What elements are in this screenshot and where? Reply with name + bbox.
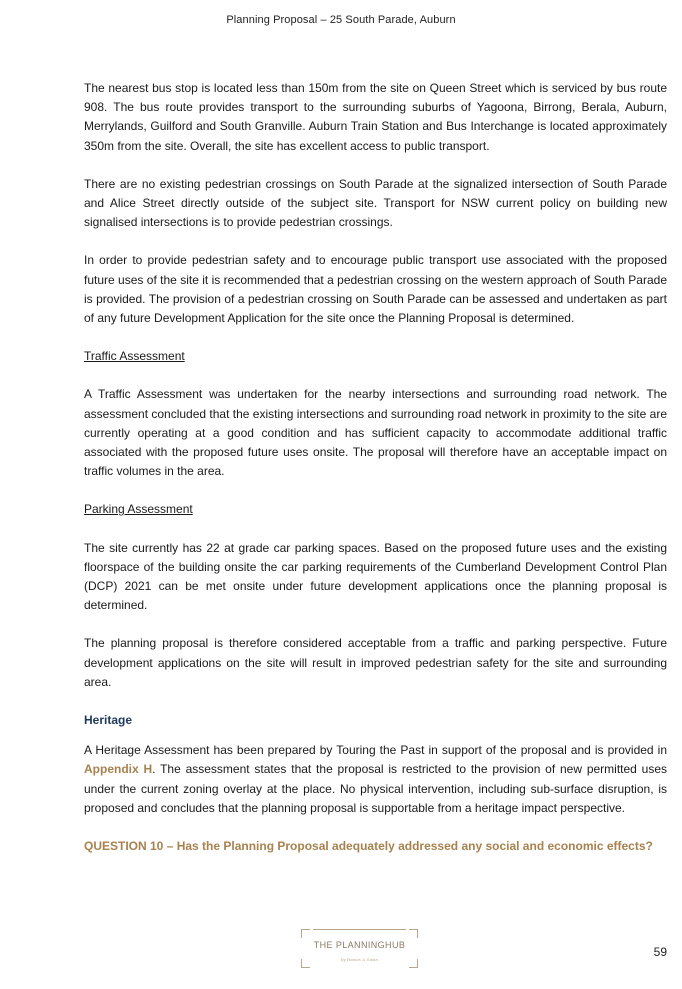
logo-top-rule: [313, 929, 406, 930]
paragraph-parking-assessment: The site currently has 22 at grade car parking spaces. Based on the proposed future uses and the existing floorspace of the building onsite the car parking requirements of the Cumberland Development Control Plan (DCP) 2021 can be met onsite under future development applications once the planning proposal is determined.: [84, 540, 667, 613]
paragraph-heritage: [84, 741, 667, 818]
appendix-h-link[interactable]: Appendix H: [84, 762, 153, 777]
page-number: 59: [653, 945, 667, 959]
document-body: [84, 79, 667, 856]
paragraph-pedestrian-crossings: There are no existing pedestrian crossings on South Parade at the signalized intersection of South Parade and Alice Street directly outside of the subject site. Transport for NSW current policy on building new signalised intersections is to provide pedestrian crossings.: [84, 176, 667, 230]
logo-corner-top-left: [301, 929, 310, 938]
heritage-text-start: A Heritage Assessment has been prepared by Touring the Past in support of the proposal and is provided in: [84, 743, 667, 758]
paragraph-bus-access: The nearest bus stop is located less than 150m from the site on Queen Street which is serviced by bus route 908. The bus route provides transport to the surrounding suburbs of Yagoona, Birrong, Berala, Auburn, Merrylands, Guilford and South Granville. Auburn Train Station and Bus Interchange is located approximately 350m from the site. Overall, the site has excellent access to public transport.: [84, 81, 667, 153]
traffic-assessment-heading: Traffic Assessment: [84, 349, 185, 364]
paragraph-conclusion: The planning proposal is therefore considered acceptable from a traffic and parking perspective. Future development applications on the site will result in improved pedestrian safety for the site and surrounding area.: [84, 636, 667, 689]
paragraph-pedestrian-safety: In order to provide pedestrian safety and to encourage public transport use associated with the proposed future uses of the site it is recommended that a pedestrian crossing on the western approach of South Parade is provided. The provision of a pedestrian crossing on South Parade can be assessed and undertaken as part of any future Development Application for the site once the Planning Proposal is determined.: [84, 253, 667, 326]
question-10-heading: QUESTION 10 – Has the Planning Proposal adequately addressed any social and economic effects?: [84, 839, 653, 854]
planning-hub-logo: [301, 926, 418, 968]
heritage-text-end: . The assessment states that the proposal is restricted to the provision of new permitted uses under the current zoning overlay at the place. No physical intervention, including sub-surface disruption, is proposed and concludes that the planning proposal is supportable from a heritage impact perspective.: [84, 762, 667, 815]
logo-name: THE PLANNINGHUB: [313, 940, 406, 950]
page-header-title: Planning Proposal – 25 South Parade, Auburn: [226, 14, 456, 26]
logo-corner-top-right: [409, 929, 418, 938]
logo-tagline: by Hawes & Swan: [340, 957, 379, 962]
paragraph-traffic-assessment: A Traffic Assessment was undertaken for the nearby intersections and surrounding road network. The assessment concluded that the existing intersections and surrounding road network in proximity to the site are currently operating at a good condition and has sufficient capacity to accommodate additional traffic associated with the proposed future uses onsite. The proposal will therefore have an acceptable impact on traffic volumes in the area.: [84, 387, 667, 479]
heritage-heading: Heritage: [84, 713, 133, 728]
parking-assessment-heading: Parking Assessment: [84, 502, 193, 517]
